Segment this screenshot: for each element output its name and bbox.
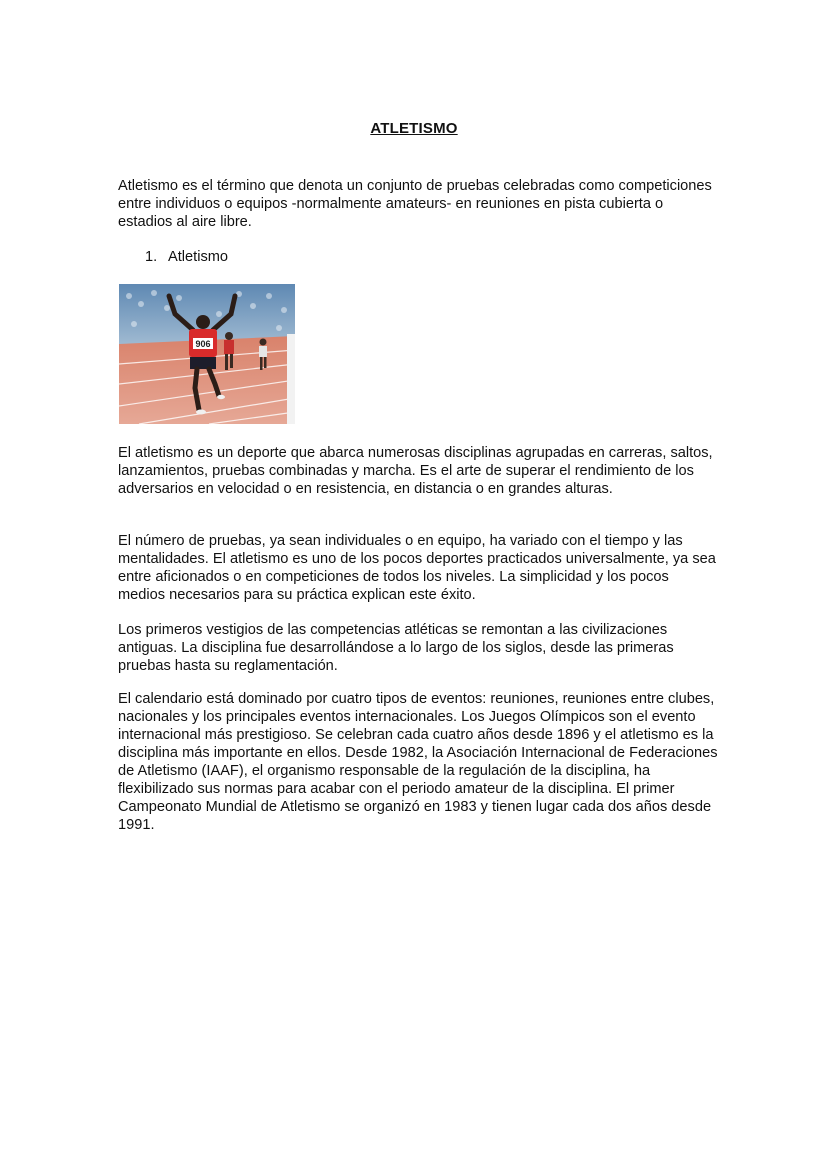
body-paragraph: El número de pruebas, ya sean individuales o en equipo, ha variado con el tiempo y las mentalidades. El atletismo es uno de los pocos deportes practicados universalmente, ya sea entre aficionados o en competiciones de todos los niveles. La simplicidad y los pocos medios necesarios para su práctica explican este éxito. xyxy=(118,533,716,603)
body-paragraph: El calendario está dominado por cuatro tipos de eventos: reuniones, reuniones entre clubes, nacionales y los principales eventos internacionales. Los Juegos Olímpicos son el evento internacional más prestigioso. Se celebran cada cuatro años desde 1896 y el atletismo es la disciplina más importante en ellos. Desde 1982, la Asociación Internacional de Federaciones de Atletismo (IAAF), el organismo responsable de la regulación de la disciplina, ha flexibilizado sus normas para acabar con el periodo amateur de la disciplina. El primer Campeonato Mundial de Atletismo se organizó en 1983 y tienen lugar cada dos años desde 1991. xyxy=(118,691,718,833)
numbered-list-item xyxy=(145,248,228,266)
bib-number: 906 xyxy=(195,339,211,349)
athlete-photo xyxy=(119,284,295,424)
document-title: ATLETISMO xyxy=(370,120,458,137)
list-number: 1. xyxy=(145,249,158,265)
list-item-label: Atletismo xyxy=(168,249,229,265)
body-paragraph: Los primeros vestigios de las competencias atléticas se remontan a las civilizaciones antiguas. La disciplina fue desarrollándose a lo largo de los siglos, desde las primeras pruebas hasta su reglamentación. xyxy=(118,622,674,674)
intro-paragraph: Atletismo es el término que denota un conjunto de pruebas celebradas como competiciones entre individuos o equipos -normalmente amateurs- en reuniones en pista cubierta o estadios al aire libre. xyxy=(118,178,712,230)
body-paragraph: El atletismo es un deporte que abarca numerosas disciplinas agrupadas en carreras, saltos, lanzamientos, pruebas combinadas y marcha. Es el arte de superar el rendimiento de los adversarios en velocidad o en resistencia, en distancia o en grandes alturas. xyxy=(118,445,713,497)
